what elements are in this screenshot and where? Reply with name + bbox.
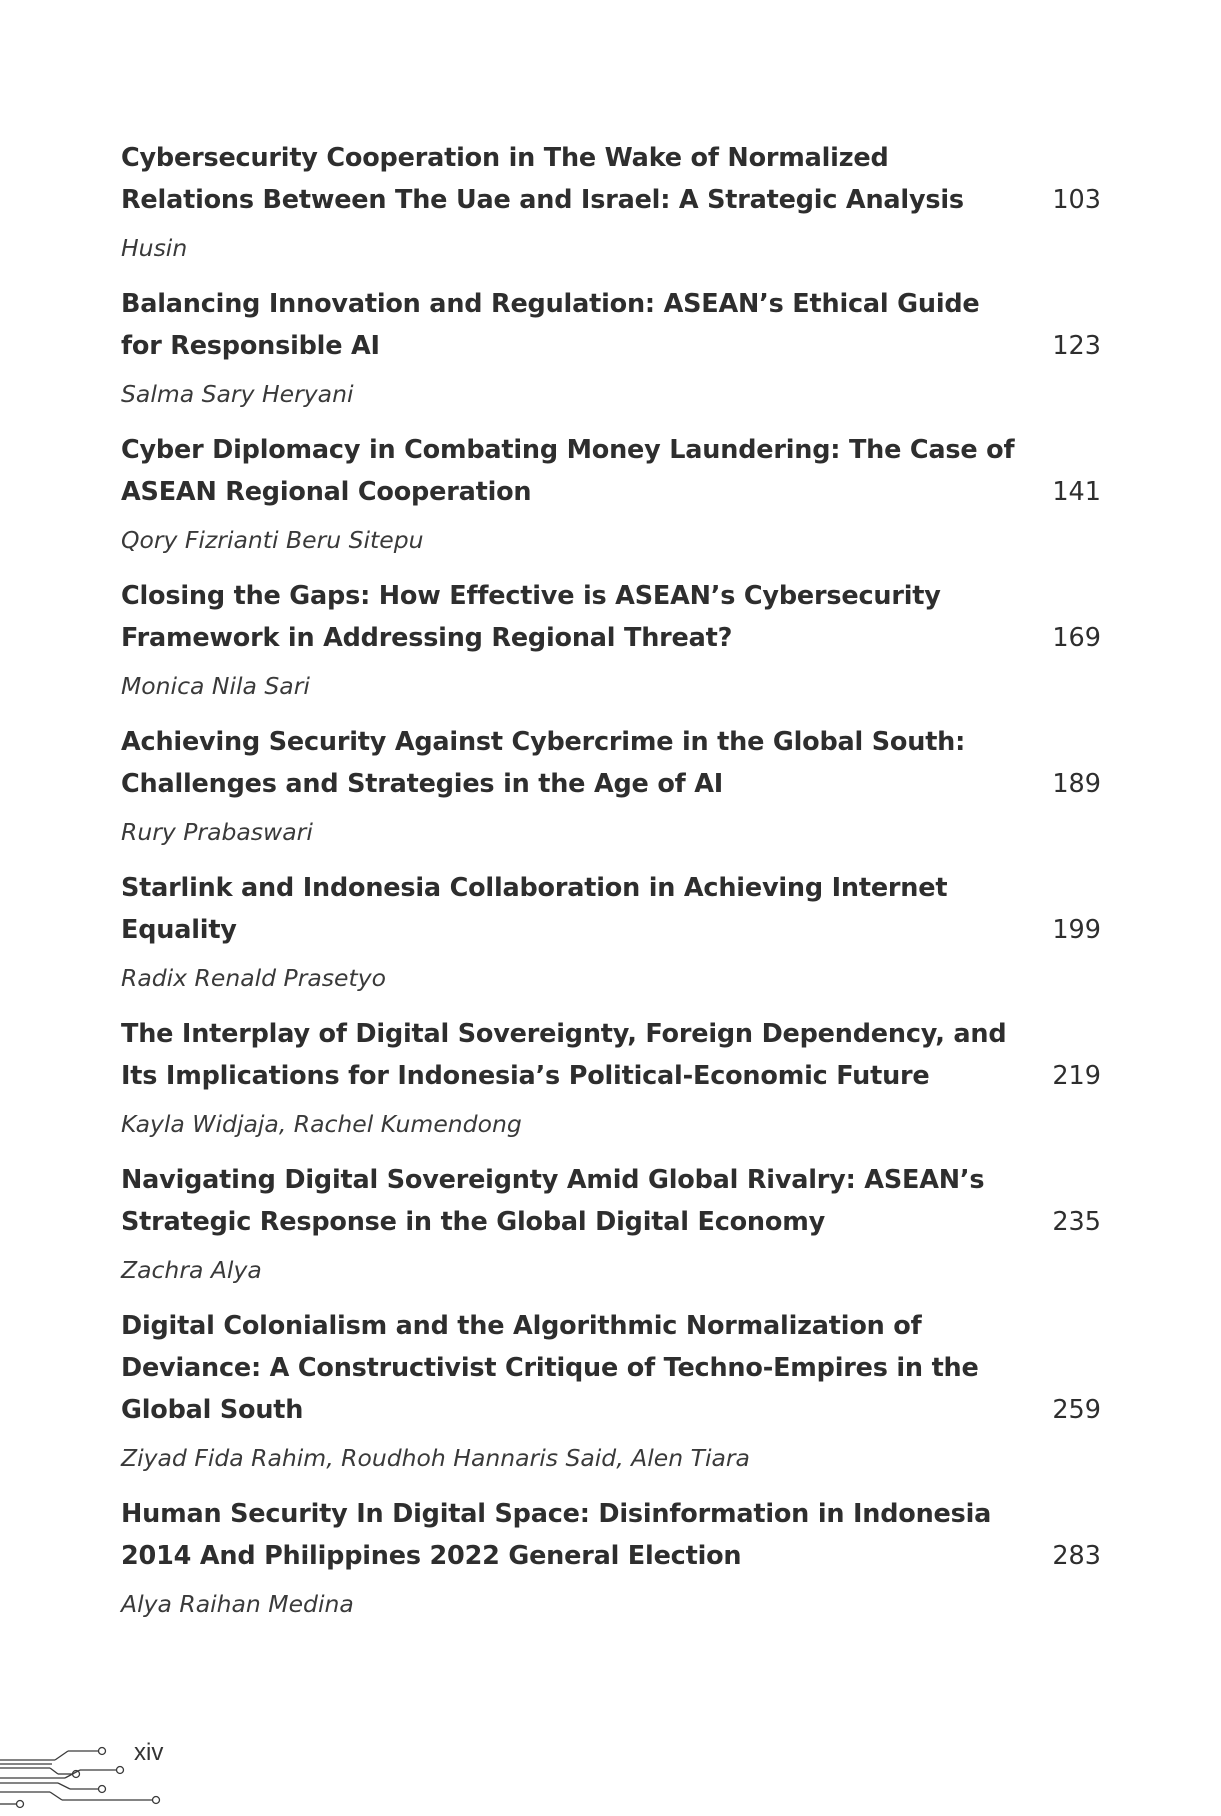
- toc-entry: [121, 721, 1101, 847]
- toc-entry-page: 283: [1052, 1541, 1101, 1571]
- toc-entry: [121, 283, 1101, 409]
- toc-entry-author: Qory Fizrianti Beru Sitepu: [121, 526, 424, 554]
- toc-entry-page: 189: [1052, 769, 1101, 799]
- toc-entry-title: Starlink and Indonesia Collaboration in Achieving Internet Equality: [121, 873, 948, 945]
- toc-entry-author: Ziyad Fida Rahim, Roudhoh Hannaris Said, Alen Tiara: [121, 1444, 750, 1472]
- toc-entry: [121, 1305, 1101, 1473]
- toc-entry: [121, 429, 1101, 555]
- toc-entry-author: Monica Nila Sari: [121, 672, 310, 700]
- toc-entry-author: Alya Raihan Medina: [121, 1590, 354, 1618]
- toc-entry-title: Cyber Diplomacy in Combating Money Laundering: The Case of ASEAN Regional Cooperation: [121, 435, 1015, 507]
- toc-entry-author: Rury Prabaswari: [121, 818, 313, 846]
- toc-entry-title: Closing the Gaps: How Effective is ASEAN’s Cybersecurity Framework in Addressing Regional Threat?: [121, 581, 941, 653]
- toc-entry-heading: [121, 1305, 1101, 1431]
- toc-entry: [121, 1013, 1101, 1139]
- toc-entry-heading: [121, 1013, 1101, 1097]
- toc-entry-page: 235: [1052, 1207, 1101, 1237]
- toc-entry-title: Achieving Security Against Cybercrime in the Global South: Challenges and Strategies in the Age of AI: [121, 727, 966, 799]
- toc-entry: [121, 867, 1101, 993]
- toc-entry-heading: [121, 429, 1101, 513]
- toc-entry: [121, 1493, 1101, 1619]
- toc-entry-title: The Interplay of Digital Sovereignty, Foreign Dependency, and Its Implications for Indonesia’s Political-Economic Future: [121, 1019, 1007, 1091]
- toc-entry-page: 259: [1052, 1395, 1101, 1425]
- toc-entry-page: 199: [1052, 915, 1101, 945]
- toc-entry-title: Cybersecurity Cooperation in The Wake of Normalized Relations Between The Uae and Israel: A Strategic Analysis: [121, 143, 964, 215]
- toc-entry-author: Kayla Widjaja, Rachel Kumendong: [121, 1110, 522, 1138]
- toc-entry: [121, 137, 1101, 263]
- toc-entry-heading: [121, 1159, 1101, 1243]
- toc-entry-title: Navigating Digital Sovereignty Amid Global Rivalry: ASEAN’s Strategic Response in the Global Digital Economy: [121, 1165, 985, 1237]
- toc-entry-page: 103: [1052, 185, 1101, 215]
- toc-entry-page: 141: [1052, 477, 1101, 507]
- page-footer: [0, 1738, 200, 1812]
- toc-entry-heading: [121, 1493, 1101, 1577]
- toc-entry-page: 123: [1052, 331, 1101, 361]
- toc-entry-heading: [121, 137, 1101, 221]
- toc-entry: [121, 1159, 1101, 1285]
- toc-entry-heading: [121, 867, 1101, 951]
- toc-entry: [121, 575, 1101, 701]
- page-number: xiv: [134, 1739, 164, 1766]
- toc-entry-page: 169: [1052, 623, 1101, 653]
- toc-entry-heading: [121, 283, 1101, 367]
- toc-entry-heading: [121, 721, 1101, 805]
- toc-entry-page: 219: [1052, 1061, 1101, 1091]
- toc-entry-title: Balancing Innovation and Regulation: ASEAN’s Ethical Guide for Responsible AI: [121, 289, 980, 361]
- toc-entry-heading: [121, 575, 1101, 659]
- toc-entry-author: Salma Sary Heryani: [121, 380, 354, 408]
- toc-entry-author: Husin: [121, 234, 188, 262]
- toc-entry-author: Radix Renald Prasetyo: [121, 964, 386, 992]
- toc-entry-title: Digital Colonialism and the Algorithmic Normalization of Deviance: A Constructivist Critique of Techno-Empires in the Global South: [121, 1311, 979, 1425]
- table-of-contents: [121, 137, 1101, 1639]
- toc-entry-title: Human Security In Digital Space: Disinformation in Indonesia 2014 And Philippines 2022 General Election: [121, 1499, 992, 1571]
- toc-entry-author: Zachra Alya: [121, 1256, 262, 1284]
